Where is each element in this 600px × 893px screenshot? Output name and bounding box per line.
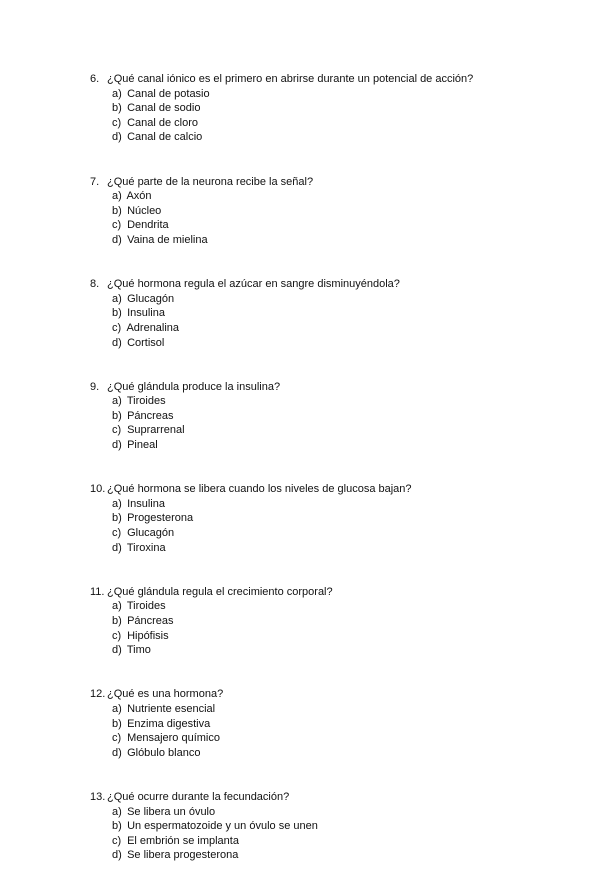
option-letter: d) xyxy=(112,644,122,657)
question-text: ¿Qué glándula produce la insulina? xyxy=(107,380,281,393)
answer-options xyxy=(90,497,530,555)
option-letter: d) xyxy=(112,849,122,862)
question-text: ¿Qué parte de la neurona recibe la señal? xyxy=(107,175,314,188)
option-text: Timo xyxy=(126,644,151,657)
answer-option xyxy=(112,423,530,438)
option-text: Hipófisis xyxy=(127,629,169,642)
question-row xyxy=(90,482,530,497)
question-row xyxy=(90,277,530,292)
answer-options xyxy=(90,805,530,863)
answer-options xyxy=(90,292,530,350)
option-text: Se libera progesterona xyxy=(127,849,239,862)
question-text: ¿Qué hormona se libera cuando los niveles de glucosa bajan? xyxy=(107,483,412,496)
answer-options xyxy=(90,394,530,452)
answer-option xyxy=(112,497,530,512)
answer-option xyxy=(112,848,530,863)
option-text: Nutriente esencial xyxy=(127,702,216,715)
option-text: Núcleo xyxy=(127,204,162,217)
option-text: Tiroides xyxy=(126,395,166,408)
option-letter: b) xyxy=(112,204,122,217)
answer-options xyxy=(90,87,530,145)
answer-option xyxy=(112,526,530,541)
option-letter: d) xyxy=(112,336,122,349)
option-letter: c) xyxy=(112,219,122,232)
option-text: Cortisol xyxy=(127,336,165,349)
option-letter: a) xyxy=(112,702,122,715)
answer-option xyxy=(112,629,530,644)
answer-options xyxy=(90,189,530,247)
option-letter: c) xyxy=(112,629,122,642)
option-letter: d) xyxy=(112,233,122,246)
question-number: 6. xyxy=(90,73,100,85)
answer-option xyxy=(112,731,530,746)
answer-option xyxy=(112,321,530,336)
option-text: Tiroides xyxy=(126,600,166,613)
option-letter: b) xyxy=(112,102,122,115)
option-text: Axón xyxy=(126,190,152,203)
option-letter: b) xyxy=(112,717,122,730)
answer-option xyxy=(112,614,530,629)
question-row xyxy=(90,380,530,395)
answer-option xyxy=(112,438,530,453)
option-letter: d) xyxy=(112,541,122,554)
answer-option xyxy=(112,233,530,248)
option-letter: a) xyxy=(112,395,122,408)
answer-option xyxy=(112,409,530,424)
option-text: Pineal xyxy=(127,439,158,452)
answer-option xyxy=(112,541,530,556)
option-text: Un espermatozoide y un óvulo se unen xyxy=(127,820,318,833)
option-letter: c) xyxy=(112,116,122,129)
question-number: 10. xyxy=(90,483,106,496)
option-text: Dendrita xyxy=(127,219,169,232)
option-letter: a) xyxy=(112,497,122,510)
option-text: Adrenalina xyxy=(126,321,180,334)
answer-option xyxy=(112,130,530,145)
question-number: 11. xyxy=(90,585,105,598)
question-list xyxy=(90,72,530,893)
answer-option xyxy=(112,819,530,834)
answer-option xyxy=(112,189,530,204)
option-text: Suprarrenal xyxy=(127,424,185,437)
question-text: ¿Qué glándula regula el crecimiento corporal? xyxy=(107,585,333,598)
option-text: Se libera un óvulo xyxy=(127,805,216,818)
option-letter: b) xyxy=(112,615,122,627)
question-row xyxy=(90,175,530,190)
question-item xyxy=(90,277,530,350)
answer-option xyxy=(112,511,530,526)
option-letter: c) xyxy=(112,424,122,437)
answer-option xyxy=(112,599,530,614)
answer-option xyxy=(112,306,530,321)
question-item xyxy=(90,482,530,555)
option-letter: c) xyxy=(112,834,122,847)
answer-option xyxy=(112,746,530,761)
option-letter: d) xyxy=(112,439,122,452)
option-letter: c) xyxy=(112,321,122,334)
question-item xyxy=(90,790,530,863)
question-number: 12. xyxy=(90,688,106,701)
option-text: Insulina xyxy=(127,307,165,320)
option-text: Tiroxina xyxy=(126,541,166,554)
option-text: Mensajero químico xyxy=(127,732,220,745)
question-text: ¿Qué es una hormona? xyxy=(107,688,224,701)
answer-option xyxy=(112,116,530,131)
answer-option xyxy=(112,643,530,658)
option-letter: b) xyxy=(112,307,122,320)
question-row xyxy=(90,585,530,600)
option-letter: d) xyxy=(112,131,122,144)
question-item xyxy=(90,380,530,453)
answer-option xyxy=(112,336,530,351)
option-text: Vaina de mielina xyxy=(127,233,208,246)
option-text: Canal de calcio xyxy=(127,131,203,144)
option-letter: a) xyxy=(112,805,122,818)
answer-options xyxy=(90,702,530,760)
question-item xyxy=(90,72,530,145)
question-number: 7. xyxy=(90,175,100,188)
question-row xyxy=(90,790,530,805)
option-text: Canal de cloro xyxy=(127,116,198,129)
option-text: Enzima digestiva xyxy=(127,717,211,730)
option-letter: b) xyxy=(112,512,122,525)
question-row xyxy=(90,72,530,87)
answer-option xyxy=(112,218,530,233)
option-letter: c) xyxy=(112,527,122,540)
option-text: El embrión se implanta xyxy=(127,834,239,847)
answer-option xyxy=(112,834,530,849)
question-item xyxy=(90,585,530,658)
option-letter: c) xyxy=(112,732,122,745)
answer-option xyxy=(112,101,530,116)
question-text: ¿Qué ocurre durante la fecundación? xyxy=(107,790,290,803)
option-text: Insulina xyxy=(127,497,165,510)
option-text: Progesterona xyxy=(127,512,194,525)
option-text: Glucagón xyxy=(127,292,175,305)
option-text: Glóbulo blanco xyxy=(127,746,201,759)
answer-option xyxy=(112,87,530,102)
question-item xyxy=(90,175,530,248)
answer-option xyxy=(112,702,530,717)
question-number: 13. xyxy=(90,790,106,803)
answer-option xyxy=(112,805,530,820)
option-text: Páncreas xyxy=(127,615,174,627)
option-letter: a) xyxy=(112,190,122,203)
option-text: Páncreas xyxy=(127,409,174,422)
option-letter: b) xyxy=(112,409,122,422)
option-letter: a) xyxy=(112,600,122,613)
option-letter: a) xyxy=(112,87,122,100)
answer-options xyxy=(90,599,530,657)
question-number: 8. xyxy=(90,278,100,291)
question-text: ¿Qué canal iónico es el primero en abrirse durante un potencial de acción? xyxy=(107,73,474,85)
answer-option xyxy=(112,717,530,732)
question-text: ¿Qué hormona regula el azúcar en sangre disminuyéndola? xyxy=(107,278,400,291)
option-text: Canal de sodio xyxy=(127,102,201,115)
answer-option xyxy=(112,204,530,219)
option-letter: a) xyxy=(112,292,122,305)
option-text: Canal de potasio xyxy=(127,87,210,100)
question-row xyxy=(90,687,530,702)
answer-option xyxy=(112,394,530,409)
answer-option xyxy=(112,292,530,307)
option-letter: b) xyxy=(112,820,122,833)
option-text: Glucagón xyxy=(127,527,175,540)
question-number: 9. xyxy=(90,380,100,393)
option-letter: d) xyxy=(112,746,122,759)
question-item xyxy=(90,687,530,760)
